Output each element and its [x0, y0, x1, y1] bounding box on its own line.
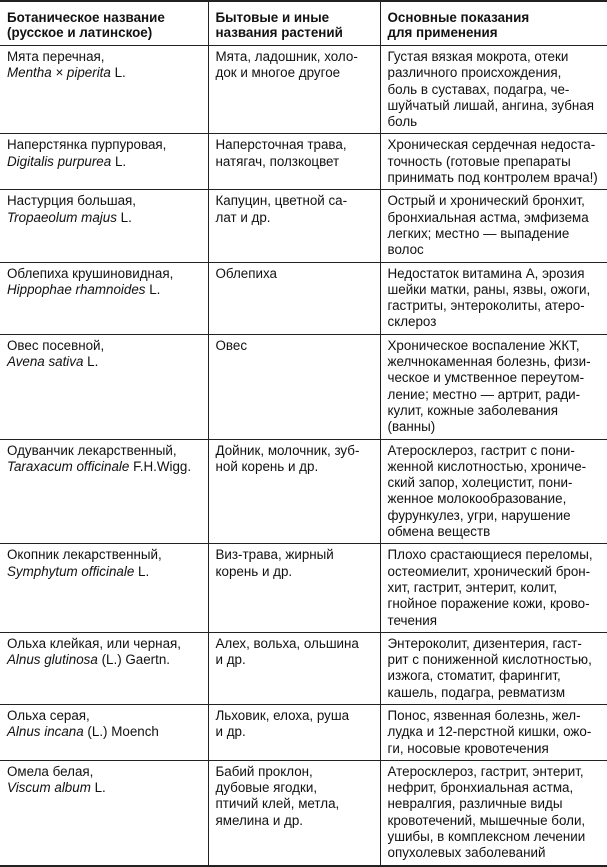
botanical-name-cell: [0, 190, 208, 262]
indications-line: лудка и 12-перстной кишки, ожо-: [387, 724, 592, 740]
indications-line: обмена веществ: [387, 524, 491, 540]
botanical-name-cell: [0, 439, 208, 544]
common-names-line: Дойник, молочник, зуб-: [215, 442, 360, 458]
author-abbreviation: F.H.Wigg.: [133, 458, 192, 474]
indications-line: женное молокообразование,: [387, 491, 567, 507]
botanical-name-cell: [0, 704, 208, 760]
indications-line: шуйчатый лишай, ангина, зубная: [387, 97, 594, 113]
indications-line: различного происхождения,: [387, 65, 562, 81]
indications-line: Плохо срастающиеся переломы,: [387, 547, 593, 563]
latin-name: Hippophae rhamnoides: [7, 281, 146, 297]
common-names-line: ямелина и др.: [215, 812, 303, 828]
latin-name-line: [7, 65, 204, 81]
indications-line: Атеросклероз, гастрит, энтерит,: [387, 763, 584, 779]
indications-line: склероз: [387, 314, 437, 330]
indications-line: шейки матки, раны, язвы, ожоги,: [387, 281, 591, 297]
author-abbreviation: L.: [149, 281, 161, 297]
indications-line: точность (готовые препараты: [387, 153, 571, 169]
latin-name: Alnus incana: [7, 724, 84, 740]
indications-line: гнойное поражение кожи, крово-: [387, 596, 590, 612]
common-names-cell: [208, 134, 380, 190]
indications-cell: [380, 439, 607, 544]
latin-name: Symphytum officinale: [7, 563, 135, 579]
common-names-line: Овес: [215, 337, 248, 353]
russian-name: Настурция большая,: [7, 193, 136, 209]
latin-name: Viscum album: [7, 780, 91, 796]
indications-cell: [380, 190, 607, 262]
common-names-line: Мята, ладошник, холо-: [215, 49, 358, 64]
indications-line: ческое и умственное переутом-: [387, 370, 585, 386]
indications-line: фурункулез, угри, нарушение: [387, 507, 571, 523]
table-row: [0, 760, 607, 865]
russian-name: Одуванчик лекарственный,: [7, 442, 177, 458]
common-names-line: Виз-трава, жирный: [215, 547, 334, 563]
common-names-line: Льховик, елоха, руша: [215, 707, 350, 723]
table-row: [0, 134, 607, 190]
indications-cell: [380, 760, 607, 865]
indications-line: боль в суставах, подагра, че-: [387, 81, 570, 97]
author-abbreviation: (L.) Moench: [87, 724, 159, 740]
indications-line: (ванны): [387, 419, 436, 435]
indications-cell: [380, 46, 607, 134]
table-row: [0, 632, 607, 704]
indications-line: ушибы, в комплексном лечении: [387, 829, 586, 845]
indications-line: ский запор, холецистит, пони-: [387, 475, 573, 491]
table-row: [0, 334, 607, 439]
russian-name: Облепиха крушиновидная,: [7, 265, 174, 281]
common-names-line: Бабий проклон,: [215, 763, 313, 779]
table-row: [0, 544, 607, 632]
common-names-line: лат и др.: [215, 209, 271, 225]
botanical-name-cell: [0, 760, 208, 865]
table-row: [0, 46, 607, 134]
russian-name: Мята перечная,: [7, 49, 105, 64]
latin-name-line: [7, 154, 204, 170]
indications-line: течения: [387, 612, 438, 628]
common-names-line: птичий клей, метла,: [215, 796, 340, 812]
author-abbreviation: L.: [138, 563, 150, 579]
common-names-line: Капуцин, цветной са-: [215, 193, 348, 209]
common-names-line: натягач, ползкоцвет: [215, 153, 340, 169]
author-abbreviation: L.: [87, 354, 99, 370]
common-names-line: ной корень и др.: [215, 458, 319, 474]
indications-line: волос: [387, 242, 424, 258]
indications-line: опухолевых заболеваний: [387, 845, 546, 861]
indications-cell: [380, 134, 607, 190]
common-names-line: Облепиха: [215, 265, 277, 281]
common-names-line: док и многое другое: [215, 65, 341, 81]
indications-line: легких; местно — выпадение: [387, 225, 570, 241]
botanical-name-cell: [0, 632, 208, 704]
author-abbreviation: L.: [114, 65, 126, 81]
table-row: [0, 439, 607, 544]
indications-line: Хроническая сердечная недоста-: [387, 137, 596, 153]
indications-line: боль: [387, 114, 418, 130]
indications-cell: [380, 544, 607, 632]
indications-line: остеомиелит, хронический брон-: [387, 563, 591, 579]
latin-name: Alnus glutinosa: [7, 652, 98, 668]
indications-line: рит с пониженной кислотностью,: [387, 652, 592, 668]
latin-name-line: [7, 459, 204, 475]
common-names-cell: [208, 704, 380, 760]
russian-name: Наперстянка пурпуровая,: [7, 137, 167, 153]
table-row: [0, 262, 607, 334]
table-header-row: [0, 1, 607, 46]
common-names-cell: [208, 190, 380, 262]
indications-line: Понос, язвенная болезнь, жел-: [387, 707, 581, 723]
latin-name: Mentha × piperita: [7, 65, 111, 81]
indications-line: желчнокаменная болезнь, физи-: [387, 354, 591, 370]
latin-name: Tropaeolum majus: [7, 209, 117, 225]
indications-line: ги, носовые кровотечения: [387, 740, 549, 756]
latin-name: Avena sativa: [7, 354, 84, 370]
latin-name-line: [7, 780, 204, 796]
indications-line: Атеросклероз, гастрит с пони-: [387, 442, 575, 458]
common-names-cell: [208, 262, 380, 334]
indications-line: кулит, кожные заболевания: [387, 402, 558, 418]
russian-name: Овес посевной,: [7, 337, 105, 353]
indications-line: гастриты, энтероколиты, атеро-: [387, 298, 585, 314]
russian-name: Ольха клейкая, или черная,: [7, 635, 181, 651]
header-common-names: Бытовые и иные названия растений: [208, 1, 380, 46]
author-abbreviation: L.: [114, 153, 127, 169]
common-names-cell: [208, 46, 380, 134]
botanical-name-cell: [0, 262, 208, 334]
table-row: [0, 704, 607, 760]
indications-cell: [380, 704, 607, 760]
indications-cell: [380, 632, 607, 704]
indications-line: хит, гастрит, энтерит, колит,: [387, 579, 558, 595]
indications-line: Густая вязкая мокрота, отеки: [387, 49, 569, 64]
indications-line: Энтероколит, дизентерия, гаст-: [387, 635, 582, 651]
header-indications: Основные показания для применения: [380, 1, 607, 46]
latin-name-line: [7, 354, 204, 370]
common-names-cell: [208, 439, 380, 544]
indications-line: нефрит, бронхиальная астма,: [387, 780, 574, 796]
common-names-cell: [208, 632, 380, 704]
header-botanical-name: Ботаническое название (русское и латинское): [0, 1, 208, 46]
indications-line: кашель, подагра, ревматизм: [387, 684, 566, 700]
common-names-line: Алех, вольха, ольшина: [215, 635, 359, 651]
author-abbreviation: (L.) Gaertn.: [101, 652, 171, 668]
latin-name: Digitalis purpurea: [7, 153, 112, 169]
indications-line: кровотечений, мышечные боли,: [387, 812, 586, 828]
russian-name: Окопник лекарственный,: [7, 547, 162, 563]
latin-name-line: [7, 210, 204, 226]
indications-line: принимать под контролем врача!): [387, 170, 598, 186]
botanical-name-cell: [0, 544, 208, 632]
botanical-name-cell: [0, 46, 208, 134]
author-abbreviation: L.: [94, 780, 106, 796]
indications-line: бронхиальная астма, эмфизема: [387, 209, 589, 225]
indications-cell: [380, 262, 607, 334]
common-names-cell: [208, 544, 380, 632]
indications-cell: [380, 334, 607, 439]
latin-name: Taraxacum officinale: [7, 458, 130, 474]
russian-name: Ольха серая,: [7, 707, 90, 723]
latin-name-line: [7, 282, 204, 298]
common-names-line: дубовые ягодки,: [215, 780, 318, 796]
common-names-line: корень и др.: [215, 563, 293, 579]
indications-line: Острый и хронический бронхит,: [387, 193, 585, 209]
common-names-line: Наперсточная трава,: [215, 137, 347, 153]
common-names-line: и др.: [215, 724, 246, 740]
author-abbreviation: L.: [120, 209, 132, 225]
indications-line: невралгия, различные виды: [387, 796, 563, 812]
indications-line: Хроническое воспаление ЖКТ,: [387, 337, 580, 353]
latin-name-line: [7, 564, 204, 580]
latin-name-line: [7, 652, 204, 668]
indications-line: Недостаток витамина А, эрозия: [387, 265, 585, 281]
indications-line: изжога, стоматит, фарингит,: [387, 668, 561, 684]
indications-line: ление; местно — артрит, ради-: [387, 386, 581, 402]
table-row: [0, 190, 607, 262]
common-names-line: и др.: [215, 652, 246, 668]
latin-name-line: [7, 724, 204, 740]
botanical-name-cell: [0, 334, 208, 439]
russian-name: Омела белая,: [7, 763, 94, 779]
indications-line: женной кислотностью, хрониче-: [387, 458, 587, 474]
common-names-cell: [208, 334, 380, 439]
botanical-name-cell: [0, 134, 208, 190]
common-names-cell: [208, 760, 380, 865]
